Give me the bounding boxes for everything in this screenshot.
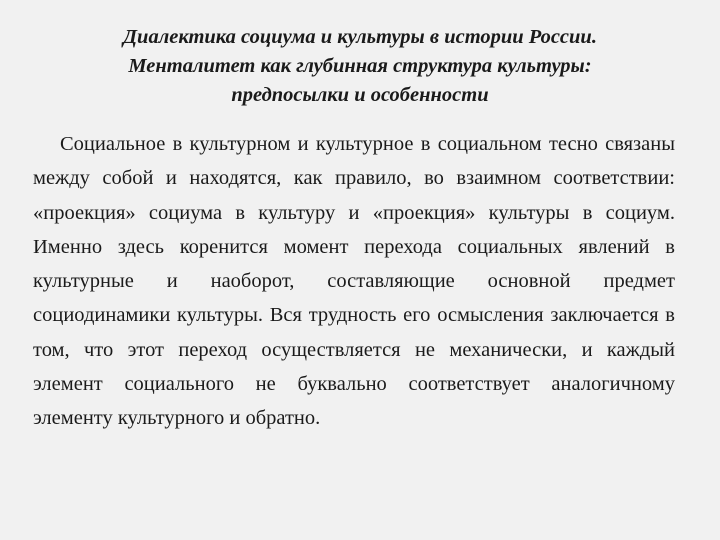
slide-title xyxy=(20,23,700,110)
body-paragraph: Социальное в культурном и культурное в социальном тесно связаны между собой и находятся, как правило, во взаимном соответствии: «проекция» социума в культуру и «проекция» культуры в социум. Именно здесь коренится момент перехода социальных явлений в культурные и наоборот, составляющие основной предмет социодинамики культуры. Вся трудность его осмысления заключается в том, что этот переход осуществляется не механически, и каждый элемент социального не буквально соответствует аналогичному элементу культурного и обратно. xyxy=(33,133,675,430)
title-line-2: Менталитет как глубинная структура культуры: xyxy=(128,55,592,77)
title-line-1: Диалектика социума и культуры в истории России. xyxy=(123,26,597,48)
title-line-3: предпосылки и особенности xyxy=(231,84,489,106)
